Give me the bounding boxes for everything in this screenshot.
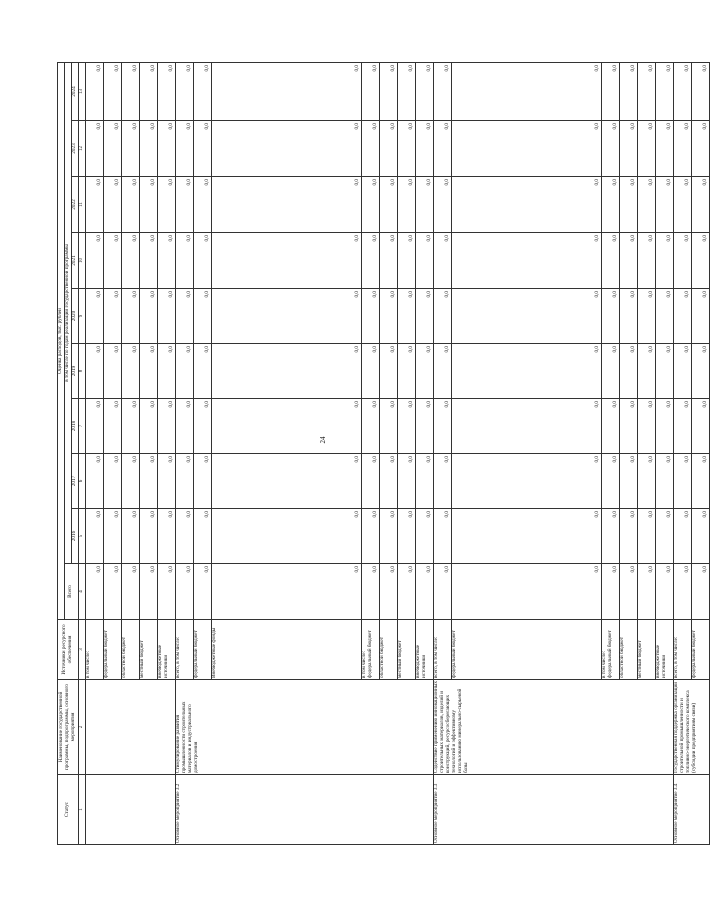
value-cell: 0,0 <box>157 454 175 509</box>
value-cell: 0,0 <box>601 509 619 564</box>
value-cell: 0,0 <box>157 564 175 620</box>
value-cell: 0,0 <box>673 509 691 564</box>
value-cell: 0,0 <box>193 454 211 509</box>
value-cell: 0,0 <box>211 62 361 120</box>
value-cell: 0,0 <box>103 233 121 289</box>
budget-table-page <box>57 63 708 845</box>
value-cell: 0,0 <box>397 233 415 289</box>
budget-table <box>57 62 710 845</box>
value-cell: 0,0 <box>121 62 139 120</box>
source-cell: областной бюджет <box>379 620 397 680</box>
program-name-cell: Государственная поддержка организаций строительной промышленности и топливно-энергетического комплекса (субсидии предприятиям связи) <box>673 680 709 775</box>
value-cell: 0,0 <box>379 454 397 509</box>
value-cell: 0,0 <box>139 509 157 564</box>
header-column-index: 7 <box>78 399 85 454</box>
value-cell: 0,0 <box>655 121 673 177</box>
value-cell: 0,0 <box>157 509 175 564</box>
header-year: 2016 <box>71 509 78 564</box>
value-cell: 0,0 <box>451 399 601 454</box>
value-cell: 0,0 <box>433 177 451 233</box>
value-cell: 0,0 <box>139 454 157 509</box>
value-cell: 0,0 <box>619 564 637 620</box>
value-cell: 0,0 <box>601 62 619 120</box>
value-cell: 0,0 <box>397 177 415 233</box>
value-cell: 0,0 <box>379 344 397 399</box>
header-name: Наименование государственной программы, подпрограммы, основного мероприятия <box>58 680 79 775</box>
source-cell: внебюджетные источники <box>415 620 433 680</box>
source-cell: всего, в том числе: <box>175 620 193 680</box>
value-cell: 0,0 <box>637 399 655 454</box>
value-cell: 0,0 <box>361 454 379 509</box>
header-year: 2023 <box>71 121 78 177</box>
header-column-index: 2 <box>78 680 85 775</box>
source-cell: всего, в том числе: <box>433 620 451 680</box>
table-row <box>673 62 691 844</box>
value-cell: 0,0 <box>451 509 601 564</box>
value-cell: 0,0 <box>193 233 211 289</box>
value-cell: 0,0 <box>175 177 193 233</box>
value-cell: 0,0 <box>139 564 157 620</box>
value-cell: 0,0 <box>673 399 691 454</box>
value-cell: 0,0 <box>157 289 175 344</box>
value-cell: 0,0 <box>103 62 121 120</box>
table-row <box>85 62 103 844</box>
value-cell: 0,0 <box>157 399 175 454</box>
value-cell: 0,0 <box>379 509 397 564</box>
value-cell: 0,0 <box>655 177 673 233</box>
value-cell: 0,0 <box>379 62 397 120</box>
value-cell: 0,0 <box>619 289 637 344</box>
value-cell: 0,0 <box>415 177 433 233</box>
table-row <box>433 62 451 844</box>
value-cell: 0,0 <box>601 399 619 454</box>
value-cell: 0,0 <box>691 177 709 233</box>
value-cell: 0,0 <box>103 564 121 620</box>
value-cell: 0,0 <box>619 62 637 120</box>
value-cell: 0,0 <box>415 62 433 120</box>
value-cell: 0,0 <box>691 399 709 454</box>
value-cell: 0,0 <box>85 121 103 177</box>
header-column-index: 8 <box>78 344 85 399</box>
value-cell: 0,0 <box>433 454 451 509</box>
value-cell: 0,0 <box>415 399 433 454</box>
value-cell: 0,0 <box>451 454 601 509</box>
status-cell <box>85 775 175 845</box>
value-cell: 0,0 <box>673 121 691 177</box>
value-cell: 0,0 <box>451 564 601 620</box>
value-cell: 0,0 <box>637 564 655 620</box>
value-cell: 0,0 <box>139 399 157 454</box>
value-cell: 0,0 <box>361 233 379 289</box>
program-name-cell: Содействие применению инновационных строительных материалов, изделий и конструкций, ресурсосберегающих технологий и эффективному использованию минерально-сырьевой базы <box>433 680 673 775</box>
header-column-index: 10 <box>78 233 85 289</box>
value-cell: 0,0 <box>619 121 637 177</box>
value-cell: 0,0 <box>85 344 103 399</box>
header-column-index: 4 <box>78 564 85 620</box>
value-cell: 0,0 <box>655 233 673 289</box>
source-cell: внебюджетные источники <box>655 620 673 680</box>
value-cell: 0,0 <box>397 289 415 344</box>
value-cell: 0,0 <box>139 233 157 289</box>
value-cell: 0,0 <box>415 509 433 564</box>
value-cell: 0,0 <box>139 121 157 177</box>
value-cell: 0,0 <box>433 62 451 120</box>
value-cell: 0,0 <box>121 509 139 564</box>
value-cell: 0,0 <box>193 177 211 233</box>
value-cell: 0,0 <box>157 177 175 233</box>
value-cell: 0,0 <box>85 564 103 620</box>
source-cell: федеральный бюджет <box>451 620 601 680</box>
source-cell: местный бюджет <box>637 620 655 680</box>
header-column-index: 6 <box>78 454 85 509</box>
value-cell: 0,0 <box>601 121 619 177</box>
value-cell: 0,0 <box>619 344 637 399</box>
table-row <box>175 62 193 844</box>
value-cell: 0,0 <box>121 564 139 620</box>
header-column-index: 3 <box>78 620 85 680</box>
value-cell: 0,0 <box>121 344 139 399</box>
value-cell: 0,0 <box>433 289 451 344</box>
value-cell: 0,0 <box>655 454 673 509</box>
value-cell: 0,0 <box>361 509 379 564</box>
header-estimate: Оценка расходов, тыс. рублей <box>58 62 65 619</box>
value-cell: 0,0 <box>193 399 211 454</box>
value-cell: 0,0 <box>691 454 709 509</box>
value-cell: 0,0 <box>361 289 379 344</box>
value-cell: 0,0 <box>157 62 175 120</box>
value-cell: 0,0 <box>601 344 619 399</box>
header-column-index: 11 <box>78 177 85 233</box>
value-cell: 0,0 <box>121 177 139 233</box>
value-cell: 0,0 <box>637 289 655 344</box>
value-cell: 0,0 <box>601 233 619 289</box>
header-source: Источники ресурсного обеспечения <box>58 620 79 680</box>
value-cell: 0,0 <box>175 233 193 289</box>
value-cell: 0,0 <box>85 62 103 120</box>
program-name-cell <box>85 680 175 775</box>
value-cell: 0,0 <box>139 344 157 399</box>
source-cell: всего, в том числе: <box>673 620 691 680</box>
value-cell: 0,0 <box>655 399 673 454</box>
value-cell: 0,0 <box>103 399 121 454</box>
value-cell: 0,0 <box>619 399 637 454</box>
value-cell: 0,0 <box>619 233 637 289</box>
source-cell: федеральный бюджет <box>691 620 709 680</box>
value-cell: 0,0 <box>397 509 415 564</box>
value-cell: 0,0 <box>211 177 361 233</box>
value-cell: 0,0 <box>655 289 673 344</box>
header-column-index: 13 <box>78 62 85 120</box>
value-cell: 0,0 <box>103 289 121 344</box>
value-cell: 0,0 <box>691 344 709 399</box>
value-cell: 0,0 <box>103 454 121 509</box>
value-cell: 0,0 <box>673 233 691 289</box>
program-name-cell: Стимулирование развития промышленности строительных материалов и индустриального домостроения <box>175 680 433 775</box>
header-year: 2018 <box>71 399 78 454</box>
header-total: Всего <box>64 564 78 620</box>
value-cell: 0,0 <box>175 509 193 564</box>
value-cell: 0,0 <box>379 121 397 177</box>
value-cell: 0,0 <box>691 564 709 620</box>
value-cell: 0,0 <box>379 177 397 233</box>
value-cell: 0,0 <box>397 399 415 454</box>
value-cell: 0,0 <box>397 564 415 620</box>
value-cell: 0,0 <box>103 177 121 233</box>
value-cell: 0,0 <box>121 121 139 177</box>
value-cell: 0,0 <box>103 121 121 177</box>
value-cell: 0,0 <box>397 344 415 399</box>
value-cell: 0,0 <box>175 121 193 177</box>
value-cell: 0,0 <box>415 289 433 344</box>
value-cell: 0,0 <box>601 177 619 233</box>
value-cell: 0,0 <box>379 289 397 344</box>
value-cell: 0,0 <box>397 62 415 120</box>
value-cell: 0,0 <box>361 344 379 399</box>
value-cell: 0,0 <box>619 177 637 233</box>
value-cell: 0,0 <box>655 564 673 620</box>
value-cell: 0,0 <box>637 177 655 233</box>
value-cell: 0,0 <box>361 564 379 620</box>
header-including: в том числе по годам реализации государственной программы <box>64 62 71 563</box>
header-status: Статус <box>58 775 79 845</box>
value-cell: 0,0 <box>157 344 175 399</box>
value-cell: 0,0 <box>415 564 433 620</box>
value-cell: 0,0 <box>85 289 103 344</box>
header-year: 2021 <box>71 233 78 289</box>
header-column-index: 5 <box>78 509 85 564</box>
value-cell: 0,0 <box>601 564 619 620</box>
source-cell: областной бюджет <box>619 620 637 680</box>
value-cell: 0,0 <box>433 344 451 399</box>
value-cell: 0,0 <box>211 564 361 620</box>
value-cell: 0,0 <box>121 454 139 509</box>
value-cell: 0,0 <box>433 509 451 564</box>
value-cell: 0,0 <box>691 509 709 564</box>
value-cell: 0,0 <box>175 289 193 344</box>
value-cell: 0,0 <box>361 399 379 454</box>
value-cell: 0,0 <box>637 509 655 564</box>
value-cell: 0,0 <box>211 454 361 509</box>
value-cell: 0,0 <box>193 121 211 177</box>
value-cell: 0,0 <box>673 177 691 233</box>
status-cell: Основное мероприятие 3.2 <box>175 775 433 845</box>
value-cell: 0,0 <box>691 62 709 120</box>
value-cell: 0,0 <box>451 121 601 177</box>
source-cell: в том числе: <box>85 620 103 680</box>
value-cell: 0,0 <box>655 62 673 120</box>
header-column-index: 1 <box>78 775 85 845</box>
value-cell: 0,0 <box>451 233 601 289</box>
value-cell: 0,0 <box>175 564 193 620</box>
value-cell: 0,0 <box>175 344 193 399</box>
value-cell: 0,0 <box>655 344 673 399</box>
status-cell: Основное мероприятие 3.4 <box>673 775 709 845</box>
value-cell: 0,0 <box>379 399 397 454</box>
value-cell: 0,0 <box>415 233 433 289</box>
source-cell: Внебюджетные фонды <box>211 620 361 680</box>
value-cell: 0,0 <box>361 177 379 233</box>
value-cell: 0,0 <box>175 62 193 120</box>
value-cell: 0,0 <box>673 454 691 509</box>
value-cell: 0,0 <box>637 62 655 120</box>
value-cell: 0,0 <box>415 121 433 177</box>
value-cell: 0,0 <box>601 289 619 344</box>
value-cell: 0,0 <box>619 454 637 509</box>
header-year: 2024 <box>71 62 78 120</box>
value-cell: 0,0 <box>103 509 121 564</box>
value-cell: 0,0 <box>415 344 433 399</box>
value-cell: 0,0 <box>433 121 451 177</box>
value-cell: 0,0 <box>691 233 709 289</box>
value-cell: 0,0 <box>361 62 379 120</box>
value-cell: 0,0 <box>175 399 193 454</box>
value-cell: 0,0 <box>85 454 103 509</box>
value-cell: 0,0 <box>175 454 193 509</box>
value-cell: 0,0 <box>433 399 451 454</box>
value-cell: 0,0 <box>379 233 397 289</box>
value-cell: 0,0 <box>157 121 175 177</box>
value-cell: 0,0 <box>397 454 415 509</box>
source-cell: местный бюджет <box>397 620 415 680</box>
value-cell: 0,0 <box>211 233 361 289</box>
value-cell: 0,0 <box>121 399 139 454</box>
value-cell: 0,0 <box>673 344 691 399</box>
value-cell: 0,0 <box>637 121 655 177</box>
value-cell: 0,0 <box>193 344 211 399</box>
value-cell: 0,0 <box>637 454 655 509</box>
value-cell: 0,0 <box>193 289 211 344</box>
source-cell: внебюджетные источники <box>157 620 175 680</box>
value-cell: 0,0 <box>433 564 451 620</box>
value-cell: 0,0 <box>691 121 709 177</box>
value-cell: 0,0 <box>211 399 361 454</box>
source-cell: федеральный бюджет <box>103 620 121 680</box>
value-cell: 0,0 <box>451 289 601 344</box>
value-cell: 0,0 <box>211 121 361 177</box>
value-cell: 0,0 <box>121 289 139 344</box>
value-cell: 0,0 <box>433 233 451 289</box>
value-cell: 0,0 <box>397 121 415 177</box>
header-year: 2020 <box>71 289 78 344</box>
status-cell: Основное мероприятие 3.3 <box>433 775 673 845</box>
value-cell: 0,0 <box>673 564 691 620</box>
value-cell: 0,0 <box>673 62 691 120</box>
value-cell: 0,0 <box>415 454 433 509</box>
value-cell: 0,0 <box>361 121 379 177</box>
header-column-index: 9 <box>78 289 85 344</box>
value-cell: 0,0 <box>85 177 103 233</box>
value-cell: 0,0 <box>451 177 601 233</box>
value-cell: 0,0 <box>103 344 121 399</box>
header-year: 2019 <box>71 344 78 399</box>
value-cell: 0,0 <box>619 509 637 564</box>
value-cell: 0,0 <box>211 289 361 344</box>
value-cell: 0,0 <box>637 233 655 289</box>
value-cell: 0,0 <box>691 289 709 344</box>
value-cell: 0,0 <box>193 509 211 564</box>
value-cell: 0,0 <box>193 62 211 120</box>
page-number: 24 <box>319 436 327 444</box>
value-cell: 0,0 <box>211 509 361 564</box>
value-cell: 0,0 <box>673 289 691 344</box>
value-cell: 0,0 <box>655 509 673 564</box>
source-cell: местный бюджет <box>139 620 157 680</box>
value-cell: 0,0 <box>139 289 157 344</box>
value-cell: 0,0 <box>637 344 655 399</box>
value-cell: 0,0 <box>139 62 157 120</box>
header-column-index: 12 <box>78 121 85 177</box>
value-cell: 0,0 <box>157 233 175 289</box>
header-year: 2017 <box>71 454 78 509</box>
value-cell: 0,0 <box>85 509 103 564</box>
value-cell: 0,0 <box>211 344 361 399</box>
value-cell: 0,0 <box>601 454 619 509</box>
source-cell: в том числе: федеральный бюджет <box>361 620 379 680</box>
value-cell: 0,0 <box>193 564 211 620</box>
value-cell: 0,0 <box>451 344 601 399</box>
value-cell: 0,0 <box>85 233 103 289</box>
source-cell: федеральный бюджет <box>193 620 211 680</box>
source-cell: областной бюджет <box>121 620 139 680</box>
value-cell: 0,0 <box>379 564 397 620</box>
value-cell: 0,0 <box>139 177 157 233</box>
value-cell: 0,0 <box>121 233 139 289</box>
value-cell: 0,0 <box>85 399 103 454</box>
source-cell: в том числе: федеральный бюджет <box>601 620 619 680</box>
header-year: 2022 <box>71 177 78 233</box>
value-cell: 0,0 <box>451 62 601 120</box>
